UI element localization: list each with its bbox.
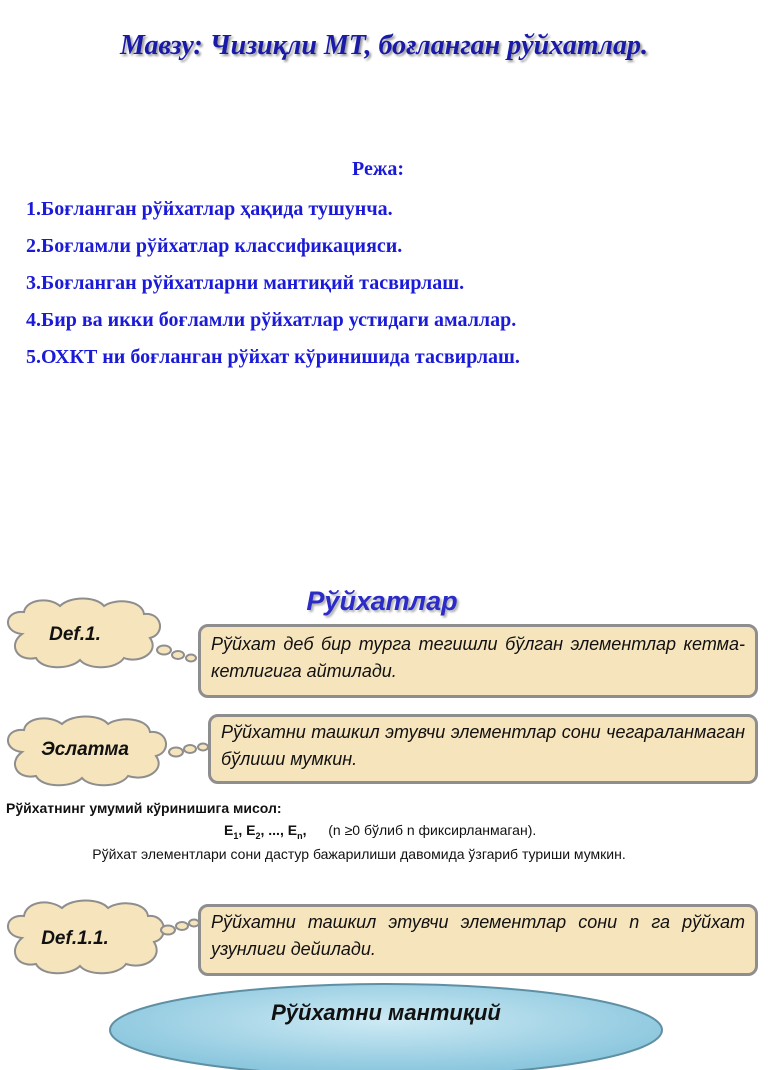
- formula-e1: E: [224, 822, 234, 838]
- note-callout-cloud: [0, 712, 212, 788]
- plan-list: [26, 196, 520, 381]
- section-title: Рўйхатлар: [306, 586, 458, 616]
- page-title: Мавзу: Чизиқли МТ, боғланган рўйхатлар.: [119, 30, 649, 61]
- plan-item: 2.Боғламли рўйхатлар классификацияси.: [26, 235, 403, 257]
- formula-sep: ,: [279, 822, 288, 838]
- example-formula: [224, 822, 536, 841]
- formula-condition: (n ≥0 бўлиб n фиксирланмаган).: [328, 822, 537, 838]
- def1-label: Def.1.: [49, 624, 101, 645]
- formula-sep: ,: [238, 822, 247, 838]
- plan-item: 1.Боғланган рўйхатлар ҳақида тушунча.: [26, 198, 393, 220]
- example-heading: Рўйхатнинг умумий кўринишига мисол:: [6, 800, 282, 816]
- formula-sep: ,: [260, 822, 269, 838]
- formula-subn: n: [297, 830, 303, 841]
- def11-label: Def.1.1.: [41, 928, 109, 949]
- plan-item: 3.Боғланган рўйхатларни мантиқий тасвирлаш.: [26, 272, 465, 294]
- def11-callout-cloud: [0, 896, 200, 978]
- plan-item: 5.ОХКТ ни боғланган рўйхат кўринишида тасвирлаш.: [26, 346, 520, 368]
- note-text-box: Рўйхатни ташкил этувчи элементлар сони чегараланмаган бўлиши мумкин.: [208, 714, 758, 784]
- def11-text-box: Рўйхатни ташкил этувчи элементлар сони n га рўйхат узунлиги дейилади.: [198, 904, 758, 976]
- example-note: Рўйхат элементлари сони дастур бажарилиши давомида ўзгариб туриши мумкин.: [92, 846, 626, 862]
- def1-callout-cloud: [0, 596, 200, 672]
- formula-tail: ,: [302, 822, 307, 838]
- logical-representation-label: Рўйхатни мантиқий: [271, 1000, 501, 1025]
- formula-sub2: 2: [255, 830, 261, 841]
- formula-dots: ...: [268, 822, 280, 838]
- plan-heading: Режа:: [352, 158, 404, 180]
- logical-representation-shape: [106, 980, 666, 1070]
- formula-e2: E: [246, 822, 256, 838]
- note-label: Эслатма: [41, 739, 129, 760]
- formula-sub1: 1: [233, 830, 239, 841]
- def1-text-box: Рўйхат деб бир турга тегишли бўлган элементлар кетма-кетлигига айтилади.: [198, 624, 758, 698]
- plan-item: 4.Бир ва икки боғламли рўйхатлар устидаги амаллар.: [26, 309, 517, 331]
- formula-en: E: [287, 822, 298, 838]
